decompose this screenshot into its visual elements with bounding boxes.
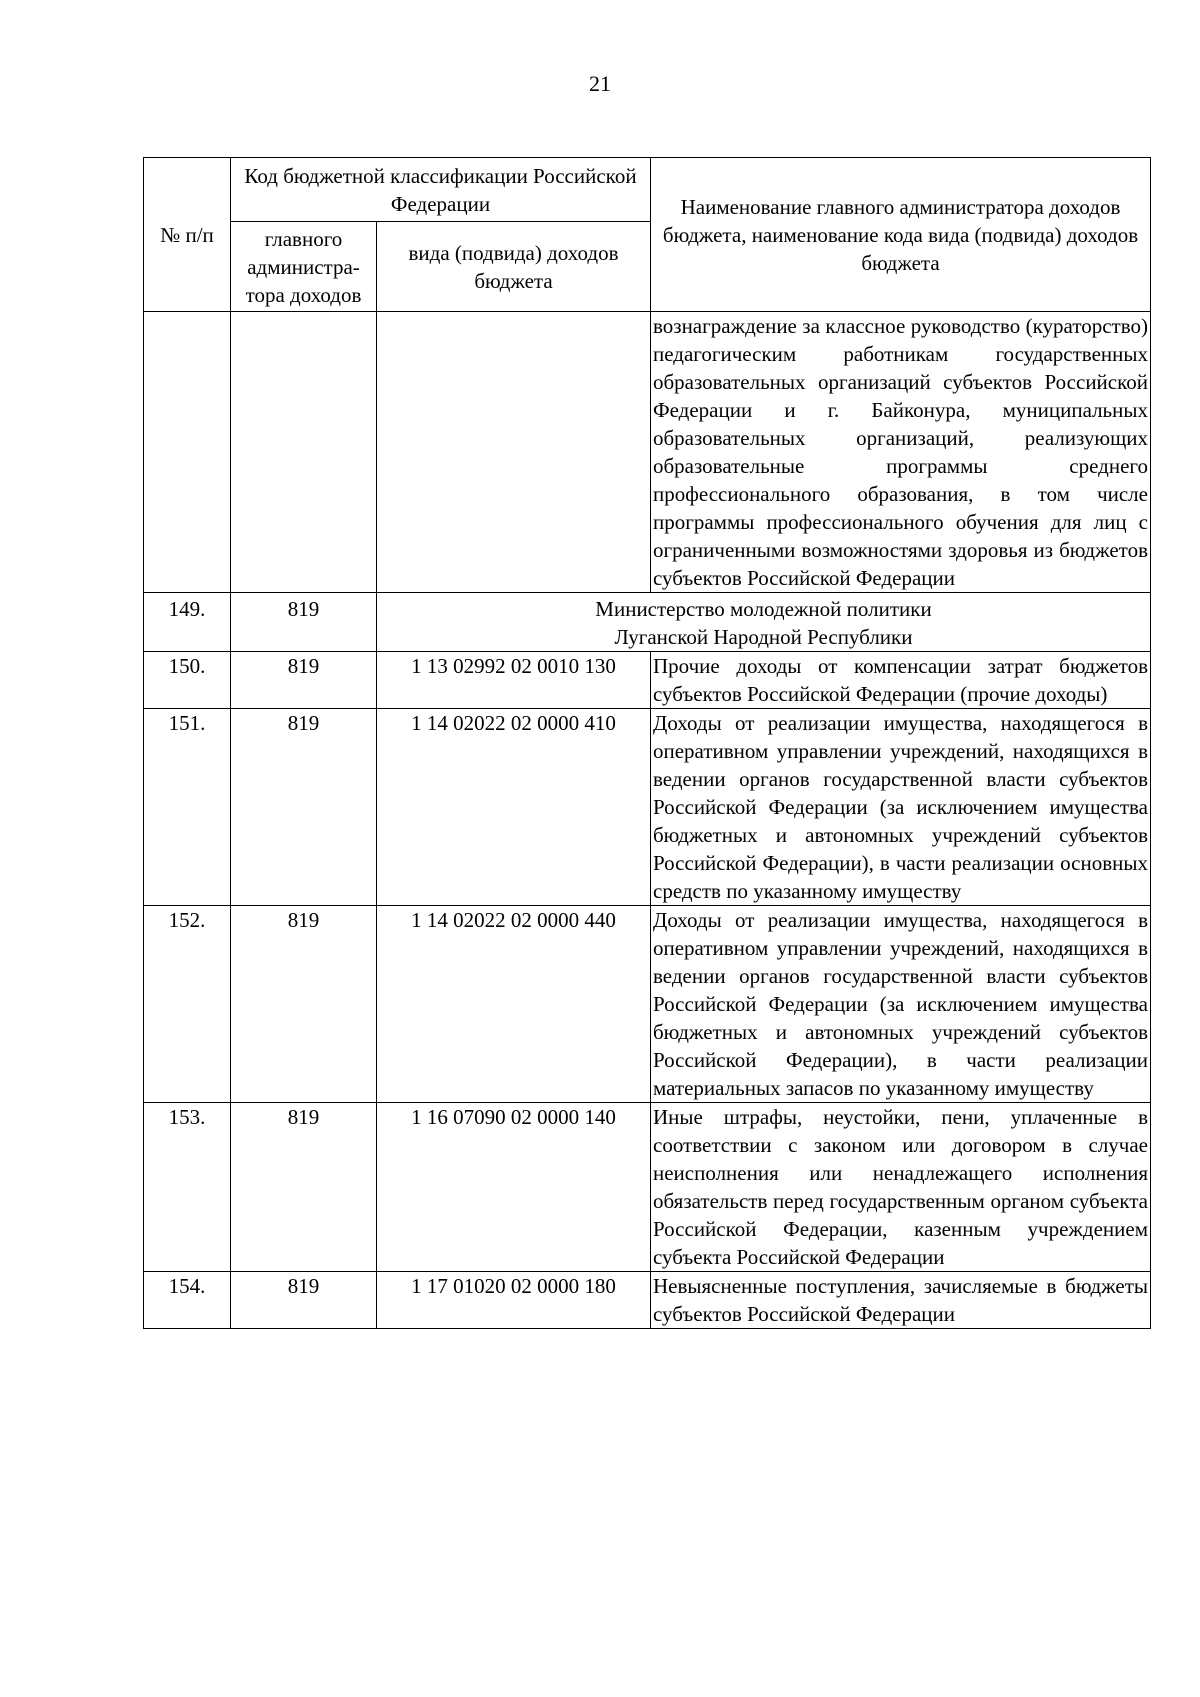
row-admin-code: 819 [231,1103,377,1272]
row-num: 154. [144,1272,231,1329]
row-income-code: 1 16 07090 02 0000 140 [377,1103,651,1272]
section-num: 149. [144,593,231,652]
page-number: 21 [589,71,611,96]
table-row [144,906,1151,1103]
row-admin-code: 819 [231,652,377,709]
table-row [144,652,1151,709]
row-num: 150. [144,652,231,709]
header-admin: главного администра-тора доходов [231,222,377,312]
row-name: Доходы от реализации имущества, находящегося в оперативном управлении учреждений, находящихся в ведении органов государственной власти субъектов Российской Федерации (за исключением имущества бюджетных и автономных учреждений субъектов Российской Федерации), в части реализации материальных запасов по указанному имуществу [651,906,1151,1103]
row-income-code: 1 14 02022 02 0000 440 [377,906,651,1103]
section-row [144,593,1151,652]
table-row [144,709,1151,906]
row-name: Иные штрафы, неустойки, пени, уплаченные в соответствии с законом или договором в случае неисполнения или ненадлежащего исполнения обязательств перед государственным органом субъекта Российской Федерации, казенным учреждением субъекта Российской Федерации [651,1103,1151,1272]
section-admin: 819 [231,593,377,652]
table-row [144,1272,1151,1329]
row-income-code: 1 13 02992 02 0010 130 [377,652,651,709]
budget-classification-table [143,157,1151,1329]
header-code-group: Код бюджетной классификации Российской Федерации [231,158,651,222]
section-title-line2: Луганской Народной Республики [614,625,913,649]
row-admin-code: 819 [231,709,377,906]
continuation-admin-cell [231,312,377,593]
continuation-row [144,312,1151,593]
row-admin-code: 819 [231,906,377,1103]
row-num: 152. [144,906,231,1103]
section-title [377,593,1151,652]
table-row [144,1103,1151,1272]
row-name: Невыясненные поступления, зачисляемые в бюджеты субъектов Российской Федерации [651,1272,1151,1329]
header-kind: вида (подвида) доходов бюджета [377,222,651,312]
header-name: Наименование главного администратора доходов бюджета, наименование кода вида (подвида) доходов бюджета [651,158,1151,312]
row-admin-code: 819 [231,1272,377,1329]
row-income-code: 1 17 01020 02 0000 180 [377,1272,651,1329]
row-num: 151. [144,709,231,906]
header-num: № п/п [144,158,231,312]
row-num: 153. [144,1103,231,1272]
continuation-num-cell [144,312,231,593]
section-title-line1: Министерство молодежной политики [595,597,932,621]
row-name: Доходы от реализации имущества, находящегося в оперативном управлении учреждений, находящихся в ведении органов государственной власти субъектов Российской Федерации (за исключением имущества бюджетных и автономных учреждений субъектов Российской Федерации), в части реализации основных средств по указанному имуществу [651,709,1151,906]
row-name: Прочие доходы от компенсации затрат бюджетов субъектов Российской Федерации (прочие доходы) [651,652,1151,709]
row-income-code: 1 14 02022 02 0000 410 [377,709,651,906]
continuation-code-cell [377,312,651,593]
continuation-name: вознаграждение за классное руководство (кураторство) педагогическим работникам государственных образовательных организаций субъектов Российской Федерации и г. Байконура, муниципальных образовательных организаций, реализующих образовательные программы среднего профессионального образования, в том числе программы профессионального обучения для лиц с ограниченными возможностями здоровья из бюджетов субъектов Российской Федерации [651,312,1151,593]
